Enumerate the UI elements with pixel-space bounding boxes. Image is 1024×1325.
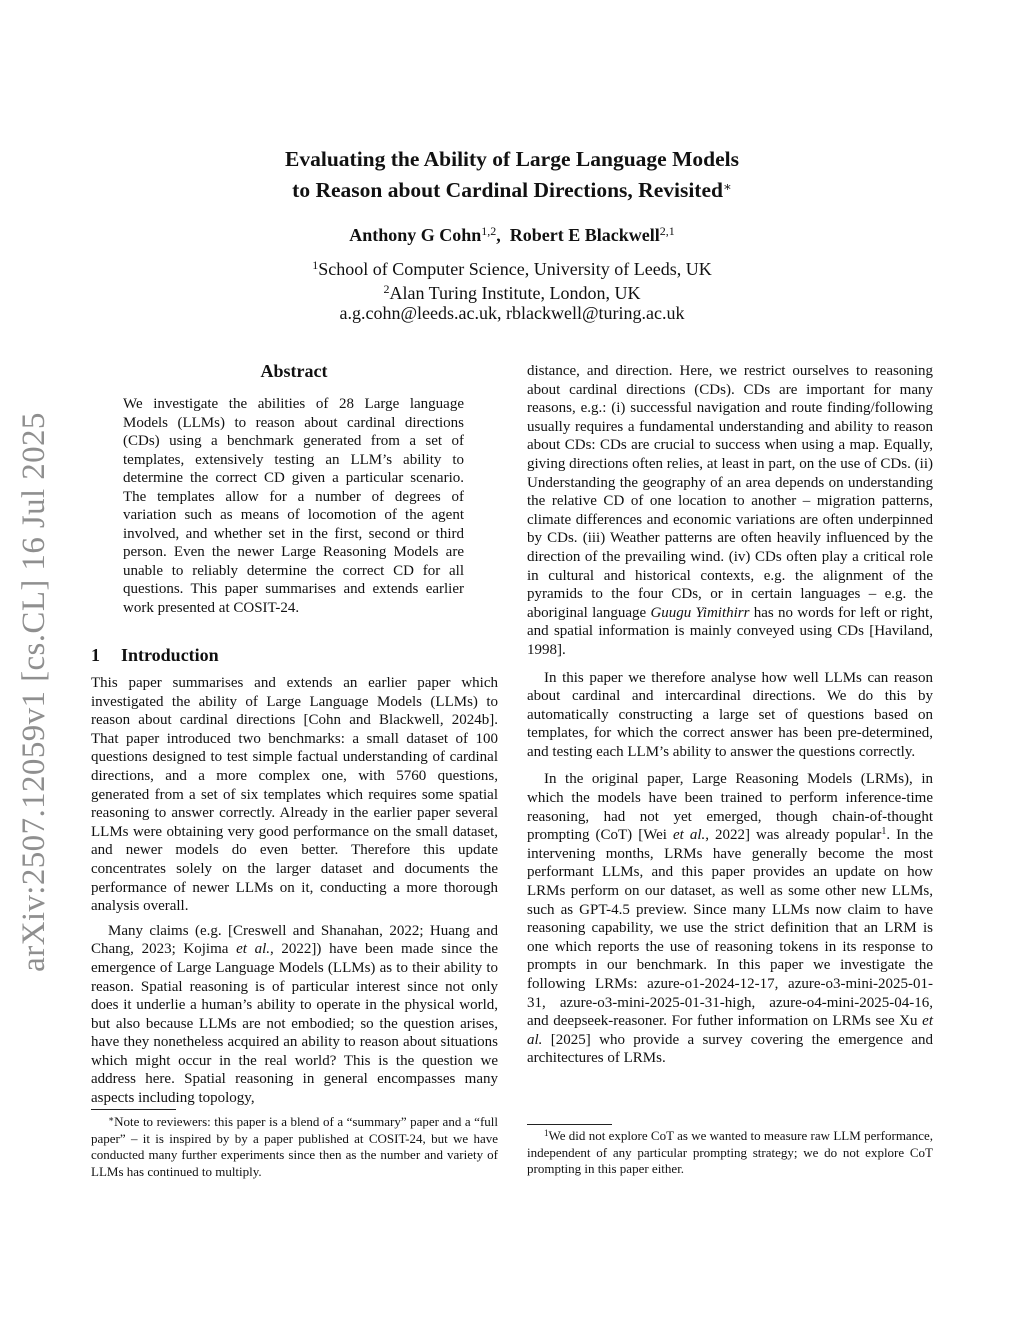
author-2: Robert E Blackwell xyxy=(509,225,660,245)
right-paragraph-1: distance, and direction. Here, we restrict ourselves to reasoning about cardinal directions (CDs). CDs are important for many reasons, e.g.: (i) successful navigation and route finding/following usually requires a fundamental understanding and ability to reason about CDs: CDs are crucial to success when using a map. Equally, giving directions often relies, at least in part, on the use of CDs. (ii) Understanding the geography of an area depends on understanding the relative CD of one location to another – migration patterns, climate differences and economic variations are often underpinned by CDs. (iii) Weather patterns are often heavily influenced by the direction of the prevailing wind. (iv) CDs often play a critical role in cultural and historical contexts, e.g. the alignment of the pyramids to the four CDs, or in certain languages – e.g. the aboriginal language Guugu Yimithirr has no words for left or right, and spatial information is mainly conveyed using CDs [Haviland, 1998]. xyxy=(527,363,933,658)
left-column xyxy=(91,674,498,1108)
section-title: Introduction xyxy=(121,645,219,665)
author-1: Anthony G Cohn xyxy=(349,225,482,245)
affiliation-2: $^2$Alan Turing Institute, London, UK xyxy=(383,282,641,303)
right-column xyxy=(527,362,933,1068)
right-paragraph-2: In this paper we therefore analyse how well LLMs can reason about cardinal and intercardinal directions. We do this by automatically constructing a large set of questions based on templates, for which the correct answer has been pre-determined, and testing each LLM’s ability to answer the questions correctly. xyxy=(527,669,933,760)
intro-paragraph-1: This paper summarises and extends an earlier paper which investigated the ability of Large Language Models (LLMs) to reason about cardinal directions [Cohn and Blackwell, 2024b]. That paper introduced two benchmarks: a small dataset of 100 questions designed to test simple factual understanding of cardinal directions, and a more complex one, with 5760 questions, generated from a set of six templates which requires some spatial reasoning to answer correctly. Already in the earlier paper several LLMs were obtaining very good performance on the small dataset, and newer models do even better. Therefore this update concentrates solely on the larger dataset and documents the performance of newer LLMs on it, conducting a more thorough analysis overall. xyxy=(91,675,498,915)
footnote-cot: $^1$We did not explore CoT as we wanted to measure raw LLM performance, independent of any particular prompting strategy; we do not explore CoT prompting in this paper either. xyxy=(527,1128,933,1177)
author-2-affiliations: 2,1 xyxy=(659,224,675,238)
abstract-heading: Abstract xyxy=(260,361,328,381)
arxiv-stamp: arXiv:2507.12059v1 [cs.CL] 16 Jul 2025 xyxy=(16,412,52,972)
intro-paragraph-2: Many claims (e.g. [Creswell and Shanahan, 2022; Huang and Chang, 2023; Kojima et al., 2022]) have been made since the emergence of Large Language Models (LLMs) as to their ability to reason. Spatial reasoning is of particular interest since not only does it underlie a human’s ability to operate in the physical world, but also because LLMs are not embodied; so the question arises, have they nonetheless acquired an ability to reason about situations which might occur in the real world? This is the question we address here. Spatial reasoning in general encompasses many aspects including topology, xyxy=(91,922,499,1107)
footnote-divider-right xyxy=(527,1124,612,1125)
section-heading-introduction xyxy=(91,645,219,666)
author-1-affiliations: 1,2 xyxy=(481,224,497,238)
footnote-reviewers: ∗Note to reviewers: this paper is a blend of a “summary” paper and a “full paper” – it is inspired by by a paper published at COSIT-24, but we have conducted many further experiments since then as the number and variety of LLMs has continued to multiply. xyxy=(91,1114,498,1179)
right-paragraph-3: In the original paper, Large Reasoning Models (LRMs), in which the models have been trained to perform inference-time reasoning, had not yet emerged, though chain-of-thought prompting (CoT) [Wei et al., 2022] was already popular$^1$. In the intervening months, LRMs have generally become the most performant LLMs, and this paper provides an update on how LRMs perform on our dataset, as well as some other new LLMs, such as GPT-4.5 preview. Since many LLMs now claim to have reasoning capability, we use the strict definition that an LRM is one which reports the use of reasoning tokens in its response to prompts in our benchmark. In this paper we investigate the following LRMs: azure-o1-2024-12-17, azure-o3-mini-2025-01-31, azure-o3-mini-2025-01-31-high, azure-o4-mini-2025-04-16, and deepseek-reasoner. For futher information on LRMs see Xu et al. [2025] who provide a survey covering the emergence and architectures of LRMs. xyxy=(527,771,934,1067)
section-number: 1 xyxy=(91,645,100,665)
affiliation-1: $^1$School of Computer Science, University of Leeds, UK xyxy=(312,258,712,279)
title-footnote-mark: ∗ xyxy=(722,179,732,194)
paper-title-line-1: Evaluating the Ability of Large Language Models xyxy=(285,147,739,171)
abstract-text: We investigate the abilities of 28 Large language Models (LLMs) to reason about cardinal directions (CDs) using a benchmark generated from a set of templates, extensively testing an LLM’s ability to determine the correct CD given a particular scenario. The templates allow for a number of degrees of variation such as means of locomotion of the agent involved, and whether set in the first, second or third person. Even the newer Large Reasoning Models are unable to reliably determine the correct CD for all questions. This paper summarises and extends earlier work presented at COSIT-24. xyxy=(123,396,464,616)
footnote-1-ref[interactable]: 1 xyxy=(881,826,887,838)
author-separator: , xyxy=(496,225,501,245)
paper-title-line-2: to Reason about Cardinal Directions, Revisited∗ xyxy=(292,178,732,202)
author-list xyxy=(160,224,864,246)
footnote-divider-left xyxy=(91,1109,176,1110)
author-emails[interactable]: a.g.cohn@leeds.ac.uk, rblackwell@turing.ac.uk xyxy=(339,303,685,323)
